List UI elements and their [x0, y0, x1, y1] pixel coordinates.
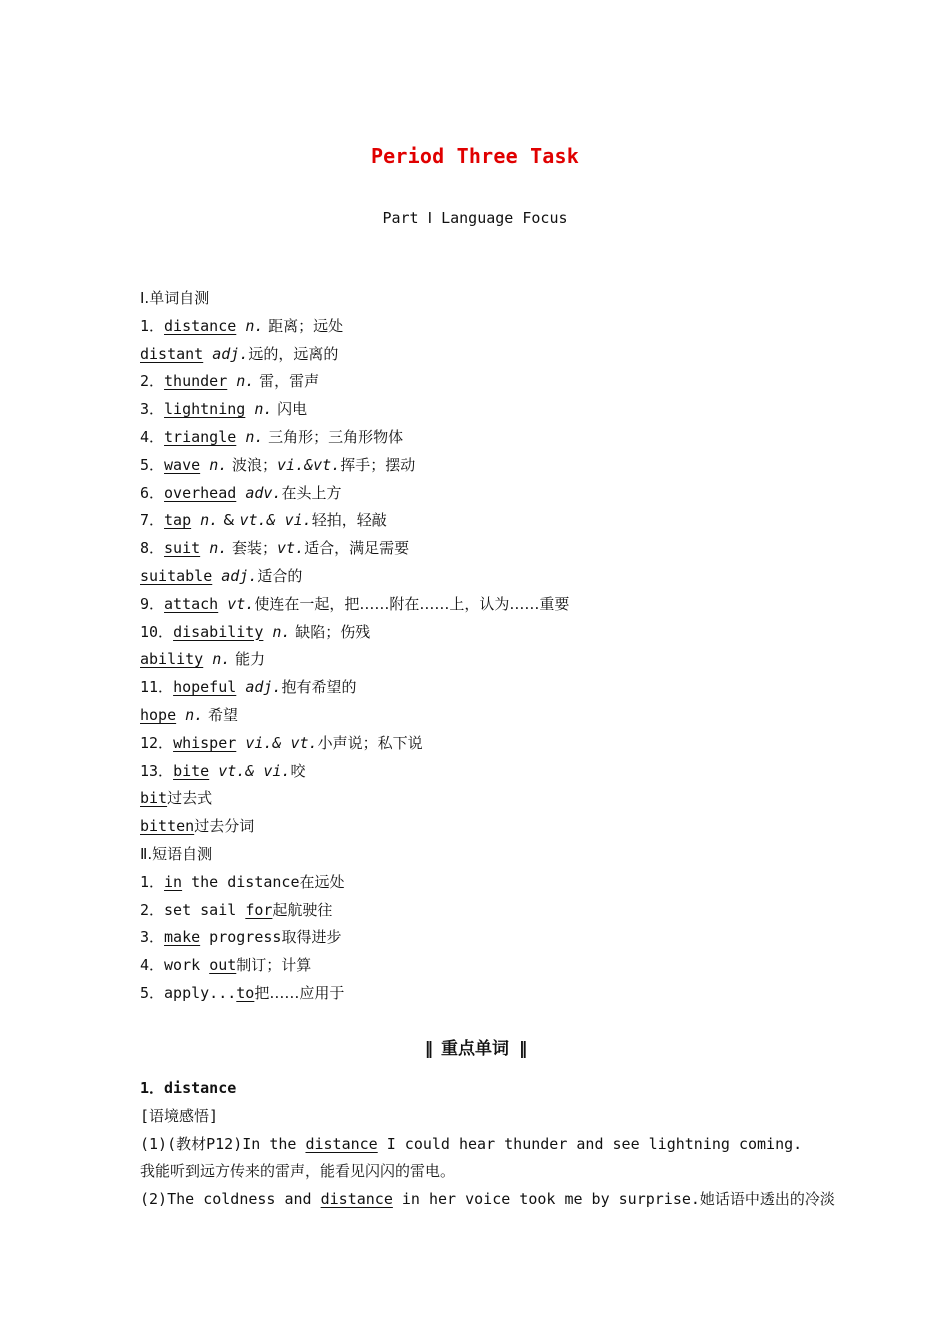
- key-word-heading: 1．distance: [140, 1079, 237, 1097]
- word-blank: bit: [140, 789, 168, 808]
- part-of-speech: n.: [245, 316, 264, 335]
- word-definition: 适合的: [257, 566, 303, 585]
- word-entry: [140, 507, 830, 535]
- part-of-speech: adj.: [221, 566, 258, 585]
- word-entry: [140, 563, 830, 591]
- word-number: 11．: [140, 678, 174, 697]
- word-definition: 套装；: [227, 539, 278, 558]
- word-entry: [140, 813, 830, 841]
- section-bar-right: ‖: [518, 1039, 526, 1059]
- phrase-blank: to: [236, 983, 255, 1002]
- key-words-section-title: [0, 1034, 950, 1059]
- phrase-number: 5．: [140, 983, 165, 1002]
- phrase-post: progress: [200, 928, 282, 947]
- word-number: 2．: [140, 372, 165, 391]
- word-number: 9．: [140, 594, 165, 613]
- word-blank: bitten: [140, 817, 195, 836]
- part-of-speech: n.: [245, 427, 264, 446]
- words-section-header: Ⅰ.单词自测: [140, 289, 210, 307]
- word-blank: thunder: [164, 372, 228, 391]
- phrase-number: 3．: [140, 928, 165, 947]
- part-of-speech: n.: [212, 650, 231, 669]
- word-entry: [140, 730, 830, 758]
- phrase-pre: apply...: [164, 983, 237, 1002]
- part-subtitle: Part Ⅰ Language Focus: [382, 209, 568, 227]
- word-number: 4．: [140, 427, 165, 446]
- word-entry: [140, 480, 830, 508]
- phrases-section-header: Ⅱ.短语自测: [140, 844, 213, 863]
- word-definition: 闪电: [272, 400, 308, 419]
- word-definition: 咬: [290, 761, 306, 780]
- example-2-translation: 她话语中透出的冷淡: [699, 1190, 835, 1209]
- part-of-speech: n.: [254, 400, 273, 419]
- phrase-number: 2．: [140, 900, 165, 919]
- word-blank: attach: [164, 594, 219, 613]
- word-blank: wave: [164, 455, 201, 474]
- word-blank: suit: [164, 539, 201, 558]
- phrase-blank: in: [164, 872, 183, 891]
- example-1-pre: (1)(教材P12)In the: [140, 1134, 306, 1153]
- word-entry: [140, 396, 830, 424]
- word-definition: &: [218, 511, 240, 530]
- part-of-speech-2: vi.&vt.: [277, 455, 341, 474]
- word-blank: distance: [164, 316, 237, 335]
- word-number: 3．: [140, 400, 165, 419]
- word-blank: triangle: [164, 427, 237, 446]
- word-definition: 远的，远离的: [248, 344, 339, 363]
- phrase-number: 1．: [140, 872, 165, 891]
- phrase-pre: work: [164, 956, 210, 975]
- phrase-entry: [140, 869, 830, 897]
- self-test-content: [140, 285, 830, 1008]
- word-entry: [140, 591, 830, 619]
- word-number: 6．: [140, 483, 165, 502]
- section-title-text: 重点单词: [441, 1039, 509, 1059]
- word-blank: distant: [140, 344, 204, 363]
- example-1-post: I could hear thunder and see lightning coming.: [377, 1134, 803, 1153]
- word-number: 7．: [140, 511, 165, 530]
- part-of-speech-2: vt.& vi.: [239, 511, 312, 530]
- word-entry: [140, 368, 830, 396]
- example-1-word: distance: [305, 1134, 378, 1153]
- word-blank: ability: [140, 650, 204, 669]
- part-of-speech: n.: [209, 539, 228, 558]
- context-label: [语境感悟]: [140, 1106, 219, 1125]
- part-of-speech: n.: [200, 511, 219, 530]
- word-definition: 过去分词: [194, 817, 255, 836]
- phrase-meaning: 起航驶往: [272, 900, 333, 919]
- phrase-pre: set sail: [164, 900, 246, 919]
- part-of-speech: adv.: [245, 483, 282, 502]
- word-definition: 小声说；私下说: [317, 733, 423, 752]
- word-definition: 使连在一起，把……附在……上，认为……重要: [254, 594, 570, 613]
- part-of-speech: adj.: [245, 678, 282, 697]
- word-blank: hope: [140, 705, 177, 724]
- word-blank: disability: [173, 622, 264, 641]
- word-definition: 抱有希望的: [281, 678, 357, 697]
- word-entry: [140, 341, 830, 369]
- word-entry: [140, 452, 830, 480]
- phrase-meaning: 制订；计算: [236, 956, 312, 975]
- phrase-blank: out: [209, 956, 237, 975]
- word-blank: overhead: [164, 483, 237, 502]
- part-of-speech-2: vt.: [277, 539, 305, 558]
- word-entry: [140, 702, 830, 730]
- word-entry: [140, 424, 830, 452]
- word-blank: tap: [164, 511, 192, 530]
- phrase-entry: [140, 897, 830, 925]
- word-number: 10．: [140, 622, 174, 641]
- word-blank: suitable: [140, 566, 213, 585]
- phrase-entry: [140, 924, 830, 952]
- word-number: 1．: [140, 316, 165, 335]
- word-entry: [140, 535, 830, 563]
- word-definition-2: 轻拍，轻敲: [311, 511, 387, 530]
- part-of-speech: n.: [185, 705, 204, 724]
- word-definition: 波浪；: [227, 455, 278, 474]
- word-entry: [140, 785, 830, 813]
- word-definition: 在头上方: [281, 483, 342, 502]
- phrases-list: [140, 869, 830, 1008]
- phrase-entry: [140, 952, 830, 980]
- word-entry: [140, 619, 830, 647]
- word-definition-2: 挥手；摆动: [340, 455, 416, 474]
- word-definition: 过去式: [167, 789, 213, 808]
- word-definition: 希望: [203, 705, 238, 724]
- word-definition: 雷，雷声: [254, 372, 320, 391]
- word-definition: 能力: [230, 650, 266, 669]
- word-number: 8．: [140, 539, 165, 558]
- part-of-speech: n.: [236, 372, 255, 391]
- phrase-entry: [140, 980, 830, 1008]
- word-definition-2: 适合，满足需要: [304, 539, 410, 558]
- phrase-meaning: 把……应用于: [254, 983, 345, 1002]
- section-bar-left: ‖: [424, 1039, 432, 1059]
- word-number: 5．: [140, 455, 165, 474]
- page-title: Period Three Task: [370, 144, 580, 168]
- word-definition: 三角形；三角形物体: [263, 427, 404, 446]
- phrase-blank: for: [245, 900, 273, 919]
- word-definition: 距离；远处: [263, 316, 344, 335]
- example-2: [140, 1186, 835, 1214]
- phrase-post: the distance: [182, 872, 300, 891]
- word-entry: [140, 674, 830, 702]
- word-definition: 缺陷；伤残: [290, 622, 371, 641]
- example-2-post: in her voice took me by surprise.: [392, 1190, 700, 1209]
- phrase-blank: make: [164, 928, 201, 947]
- word-number: 13．: [140, 761, 174, 780]
- word-number: 12．: [140, 733, 174, 752]
- part-of-speech: n.: [272, 622, 291, 641]
- phrase-meaning: 在远处: [299, 872, 345, 891]
- part-of-speech: n.: [209, 455, 228, 474]
- word-blank: bite: [173, 761, 210, 780]
- word-entry: [140, 758, 830, 786]
- word-entry: [140, 646, 830, 674]
- example-2-word: distance: [320, 1190, 393, 1209]
- part-of-speech: vi.& vt.: [245, 733, 318, 752]
- part-of-speech: vt.: [227, 594, 255, 613]
- word-blank: lightning: [164, 400, 246, 419]
- part-of-speech: adj.: [212, 344, 249, 363]
- phrase-meaning: 取得进步: [281, 928, 342, 947]
- words-list: [140, 313, 830, 841]
- word-entry: [140, 313, 830, 341]
- key-word-entry: [140, 1075, 835, 1214]
- part-of-speech: vt.& vi.: [218, 761, 291, 780]
- example-1: [140, 1131, 830, 1159]
- phrase-number: 4．: [140, 956, 165, 975]
- word-blank: hopeful: [173, 678, 237, 697]
- example-2-pre: (2)The coldness and: [140, 1190, 321, 1209]
- example-1-translation: 我能听到远方传来的雷声，能看见闪闪的雷电。: [140, 1162, 456, 1181]
- word-blank: whisper: [173, 733, 237, 752]
